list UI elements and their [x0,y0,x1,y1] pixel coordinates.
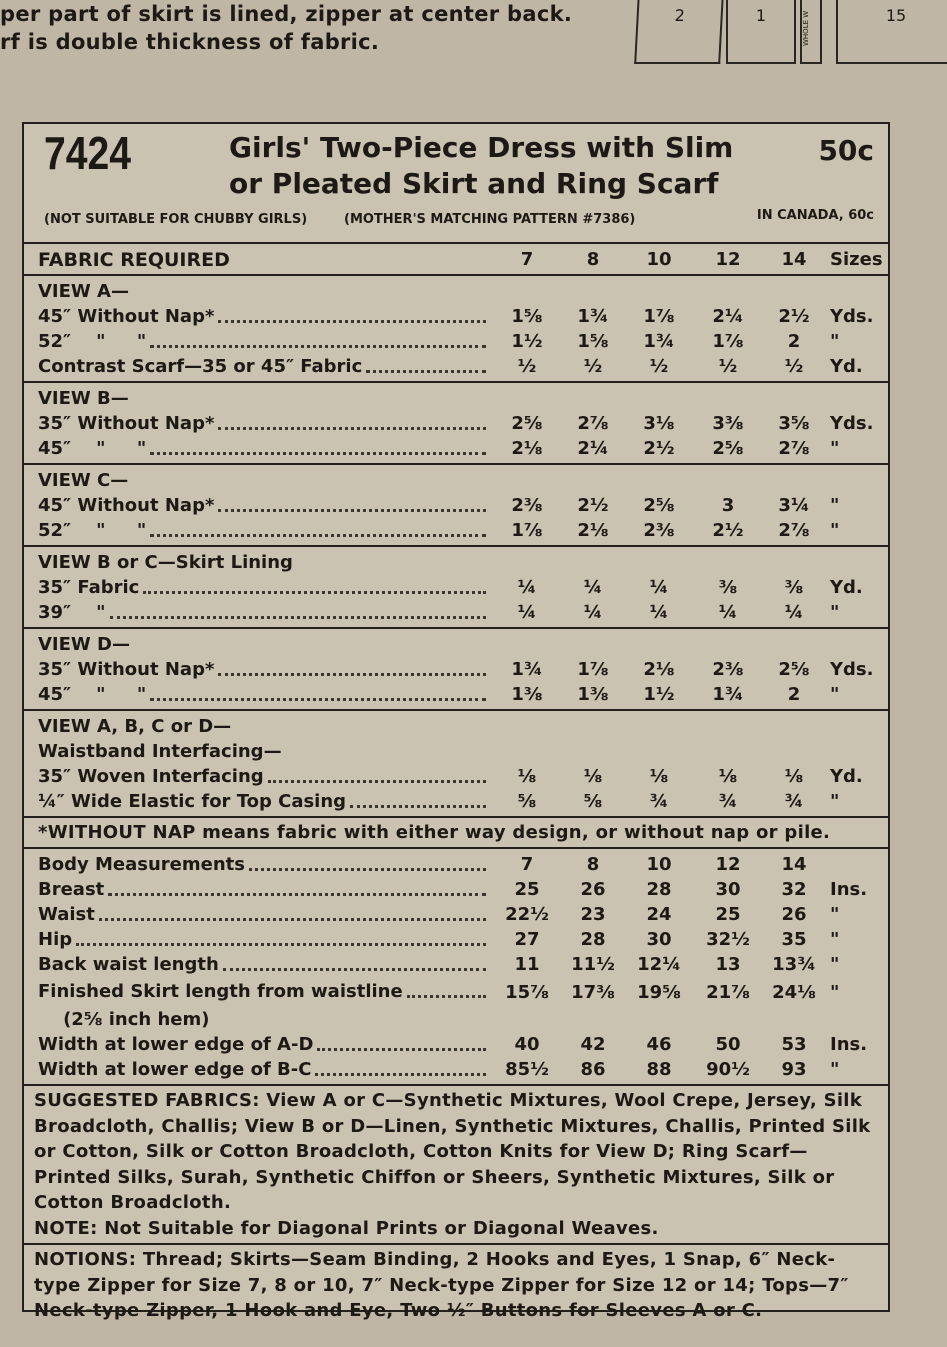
unit: Yd. [830,577,863,598]
table-row [24,411,888,436]
unit: " [830,904,840,925]
table-row [24,354,888,379]
size-value: 2⅞ [778,438,810,459]
pattern-piece: WHOLE W [800,0,822,64]
size-value: ⅛ [784,766,804,787]
suggested-fabrics-text: SUGGESTED FABRICS: View A or C—Synthetic Mixtures, Wool Crepe, Jersey, Silk Broadcloth, Challis; View B or D—Linen, Synthetic Mixtures, Challis, Printed Silk or Cotton, Silk or Cotton Broadcloth, Cotton Knits for View D; Ring Scarf—Printed Silks, Surah, Synthetic Chiffon or Sheers, Synthetic Mixtures, Silk or Cotton Broadcloth. [34,1090,871,1213]
unit: " [830,438,840,459]
row-label-text: 35″ Without Nap* [38,658,215,680]
row-label [24,356,494,378]
size-value: ¼ [517,577,537,598]
pattern-number: 7424 [44,127,131,179]
section-subtitle-text: Waistband Interfacing— [38,741,282,762]
size-value: 2½ [778,306,810,327]
section-title-text: VIEW B or C—Skirt Lining [38,552,293,573]
size-value: 26 [580,879,606,900]
size-value: 22½ [505,904,549,925]
size-value: 46 [646,1034,672,1055]
row-label [24,520,494,542]
table-row [24,600,888,625]
size-value: 2⅜ [643,520,675,541]
row-label-text: Waist [38,903,95,925]
row-label [24,331,494,353]
table-row [24,304,888,329]
unit: Yd. [830,356,863,377]
size-value: ⅛ [649,766,669,787]
size-value: 3¼ [778,495,810,516]
price: 50c [818,134,874,167]
size-value: 40 [514,1034,540,1055]
table-row [24,902,888,927]
size-value: 50 [715,1034,741,1055]
size-value: 3⅜ [712,413,744,434]
row-label-text: 35″ Fabric [38,576,140,598]
section-title-text: VIEW C— [38,470,129,491]
size-value: ½ [718,356,738,377]
unit: Yds. [830,306,874,327]
dot-leader [108,879,486,896]
size-value: 3 [721,495,735,516]
section-title [24,714,888,739]
size-value: 2¼ [577,438,609,459]
size-value: 2⅞ [577,413,609,434]
row-label-text: Body Measurements [38,853,245,875]
row-label [24,577,494,599]
size-value: 1¾ [511,659,543,680]
size-value: ¼ [583,577,603,598]
fabric-section [24,276,888,383]
row-label [24,602,494,624]
dot-leader [223,954,486,971]
description-line: rf is double thickness of fabric. [0,30,380,54]
row-label-text: 35″ Woven Interfacing [38,765,264,787]
unit: Yd. [830,766,863,787]
size-value: 2½ [577,495,609,516]
row-label [24,438,494,460]
section-title [24,632,888,657]
unit: " [830,331,840,352]
table-row [24,329,888,354]
size-value: ¼ [718,602,738,623]
size-value: ¾ [649,791,669,812]
size-value: ⅛ [583,766,603,787]
size-value: 3⅛ [643,413,675,434]
table-row [24,493,888,518]
row-label [24,766,494,788]
unit: Yds. [830,413,874,434]
size-value: ¼ [649,577,669,598]
size-value: ⅛ [718,766,738,787]
dot-leader [315,1059,486,1076]
unit: " [830,602,840,623]
dot-leader [99,904,486,921]
row-label-text: ¼″ Wide Elastic for Top Casing [38,790,347,812]
row-label [24,879,494,901]
size-value: 2 [787,684,801,705]
table-row [24,789,888,814]
size-value: 25 [514,879,540,900]
dot-leader [110,602,486,619]
row-label [24,954,494,976]
size-value: 8 [586,854,600,875]
dot-leader [143,577,486,594]
row-label-text: 45″ " " [38,683,147,705]
size-value: 11½ [571,954,615,975]
size-value: 3⅝ [778,413,810,434]
row-label [24,791,494,813]
size-value: 1⅞ [577,659,609,680]
size-value: 32½ [706,929,750,950]
size-value: 2½ [643,438,675,459]
size-value: ⅝ [583,791,603,812]
dot-leader [218,495,486,512]
table-row [24,852,888,877]
size-header: 12 [715,249,741,270]
title-line: or Pleated Skirt and Ring Scarf [229,167,719,200]
size-value: 35 [781,929,807,950]
row-label [24,684,494,706]
row-label-text: 45″ Without Nap* [38,494,215,516]
size-value: ¾ [718,791,738,812]
dot-leader [366,356,486,373]
row-label [24,1034,494,1056]
size-header: 14 [781,249,807,270]
size-value: 1¾ [643,331,675,352]
size-value: 24⅛ [772,981,816,1003]
row-label [24,981,494,1003]
size-value: 1⅞ [643,306,675,327]
size-value: 7 [520,854,534,875]
row-label-text: Contrast Scarf—35 or 45″ Fabric [38,355,363,377]
title-line: Girls' Two-Piece Dress with Slim [229,131,734,164]
description-line: per part of skirt is lined, zipper at center back. [0,2,573,26]
row-label [24,1009,494,1030]
unit: " [830,520,840,541]
fabric-section [24,711,888,818]
row-label [24,306,494,328]
dot-leader [407,981,486,998]
section-title-text: VIEW A— [38,281,129,302]
row-label-text: 45″ Without Nap* [38,305,215,327]
size-value: 2 [787,331,801,352]
size-value: 30 [646,929,672,950]
unit: " [830,791,840,812]
size-value: ⅜ [718,577,738,598]
row-label-text: Width at lower edge of A-D [38,1033,314,1055]
size-header: 10 [646,249,672,270]
size-value: 93 [781,1059,807,1080]
section-title-text: VIEW B— [38,388,129,409]
row-label [24,1059,494,1081]
size-value: 1⅝ [511,306,543,327]
size-value: 2⅝ [778,659,810,680]
size-value: 30 [715,879,741,900]
size-value: 2⅞ [778,520,810,541]
size-value: 1⅞ [511,520,543,541]
row-label-text: Hip [38,928,73,950]
size-value: 88 [646,1059,672,1080]
size-value: 2⅝ [712,438,744,459]
sizes-unit: Sizes [830,249,883,270]
size-value: 2⅛ [577,520,609,541]
unit: " [830,495,840,516]
section-title [24,386,888,411]
size-value: 2½ [712,520,744,541]
row-label [24,495,494,517]
size-value: ½ [517,356,537,377]
row-label-text: 52″ " " [38,519,147,541]
unit: " [830,929,840,950]
fabric-section [24,383,888,465]
size-value: 1⅜ [577,684,609,705]
size-value: 13¾ [772,954,816,975]
size-value: 25 [715,904,741,925]
suggested-fabrics [24,1086,888,1245]
table-row [24,1007,888,1032]
size-value: 2¼ [712,306,744,327]
size-value: 85½ [505,1059,549,1080]
size-value: 32 [781,879,807,900]
table-row [24,657,888,682]
size-value: ¼ [649,602,669,623]
suggested-fabrics-note: NOTE: Not Suitable for Diagonal Prints or Diagonal Weaves. [34,1217,659,1239]
row-label-text: Back waist length [38,953,219,975]
size-value: 17⅜ [571,981,615,1003]
size-value: 14 [781,854,807,875]
size-value: 2⅜ [511,495,543,516]
size-value: 13 [715,954,741,975]
body-measurements [24,849,888,1086]
row-label-text: 39″ " [38,601,106,623]
size-value: ⅛ [517,766,537,787]
matching-pattern-note: (MOTHER'S MATCHING PATTERN #7386) [344,212,636,227]
size-value: 11 [514,954,540,975]
table-row [24,518,888,543]
row-label [24,659,494,681]
size-value: 1⅝ [577,331,609,352]
size-value: 2⅝ [643,495,675,516]
size-value: 27 [514,929,540,950]
table-row [24,977,888,1007]
dot-leader [218,659,486,676]
unit: " [830,1059,840,1080]
size-value: ½ [583,356,603,377]
pattern-piece: 15 [836,0,947,64]
suitability-note: (NOT SUITABLE FOR CHUBBY GIRLS) [44,212,308,227]
dot-leader [150,438,486,455]
size-header: 8 [586,249,600,270]
row-label [24,854,494,876]
size-value: 2⅝ [511,413,543,434]
section-subtitle [24,739,888,764]
dot-leader [150,684,486,701]
size-value: ¾ [784,791,804,812]
size-value: 1½ [511,331,543,352]
size-value: 86 [580,1059,606,1080]
dot-leader [218,413,486,430]
top-description [0,0,572,56]
size-value: 26 [781,904,807,925]
fabric-section [24,465,888,547]
fabric-required-header [24,244,888,276]
section-title-text: VIEW A, B, C or D— [38,716,232,737]
pattern-header [24,124,888,244]
size-value: 12 [715,854,741,875]
size-value: 19⅝ [637,981,681,1003]
row-label [24,904,494,926]
size-value: ⅜ [784,577,804,598]
section-title [24,468,888,493]
size-value: 10 [646,854,672,875]
row-label-text: Width at lower edge of B-C [38,1058,312,1080]
section-title [24,550,888,575]
row-label [24,929,494,951]
table-row [24,436,888,461]
size-value: 90½ [706,1059,750,1080]
size-value: ¼ [517,602,537,623]
notions: NOTIONS: Thread; Skirts—Seam Binding, 2 Hooks and Eyes, 1 Snap, 6″ Neck-type Zipper for Size 7, 8 or 10, 7″ Neck-type Zipper for Size 12 or 14; Tops—7″ Neck-type Zipper, 1 Hook and Eye, Two ½″ Buttons for Sleeves A or C. [34,1249,849,1321]
unit: Yds. [830,659,874,680]
row-label-text: 35″ Without Nap* [38,412,215,434]
unit: " [830,981,840,1003]
size-value: 24 [646,904,672,925]
pattern-piece: 1 [726,0,796,64]
size-value: 15⅞ [505,981,549,1003]
size-value: 1½ [643,684,675,705]
table-row [24,575,888,600]
size-value: 21⅞ [706,981,750,1003]
dot-leader [76,929,486,946]
dot-leader [317,1034,486,1051]
row-label-text: 52″ " " [38,330,147,352]
row-label-text: 45″ " " [38,437,147,459]
size-value: 2⅛ [643,659,675,680]
row-label [24,413,494,435]
size-value: 2⅜ [712,659,744,680]
row-label-text: Finished Skirt length from waistline [38,981,403,1002]
size-value: 23 [580,904,606,925]
table-row [24,1032,888,1057]
unit: Ins. [830,879,868,900]
size-value: 1¾ [577,306,609,327]
table-row [24,927,888,952]
pattern-info-card [22,122,890,1321]
table-row [24,952,888,977]
pattern-piece: 2 [634,0,724,64]
dot-leader [268,766,486,783]
table-row [24,877,888,902]
size-value: ¼ [583,602,603,623]
size-value: 2⅛ [511,438,543,459]
size-value: 42 [580,1034,606,1055]
size-value: 1¾ [712,684,744,705]
table-row [24,682,888,707]
size-value: ⅝ [517,791,537,812]
row-label-text: Breast [38,878,105,900]
size-value: ½ [649,356,669,377]
size-value: 28 [646,879,672,900]
size-value: 53 [781,1034,807,1055]
canada-price: IN CANADA, 60c [756,208,874,223]
size-value: 1⅞ [712,331,744,352]
dot-leader [218,306,486,323]
unit: " [830,954,840,975]
dot-leader [350,791,486,808]
size-value: 28 [580,929,606,950]
fabric-section [24,629,888,711]
size-header: 7 [520,249,534,270]
size-value: ¼ [784,602,804,623]
table-row [24,764,888,789]
table-row [24,1057,888,1082]
unit: Ins. [830,1034,868,1055]
dot-leader [249,854,486,871]
row-label-text: (2⅝ inch hem) [38,1009,210,1030]
fabric-section [24,547,888,629]
dot-leader [150,331,486,348]
size-value: 1⅜ [511,684,543,705]
fabric-required-label: FABRIC REQUIRED [38,248,230,271]
section-title [24,279,888,304]
dot-leader [150,520,486,537]
section-title-text: VIEW D— [38,634,130,655]
unit: " [830,684,840,705]
pattern-title [229,130,733,202]
size-value: ½ [784,356,804,377]
nap-note: *WITHOUT NAP means fabric with either way design, or without nap or pile. [24,818,888,849]
size-value: 12¼ [637,954,681,975]
fabric-sections [24,276,888,818]
